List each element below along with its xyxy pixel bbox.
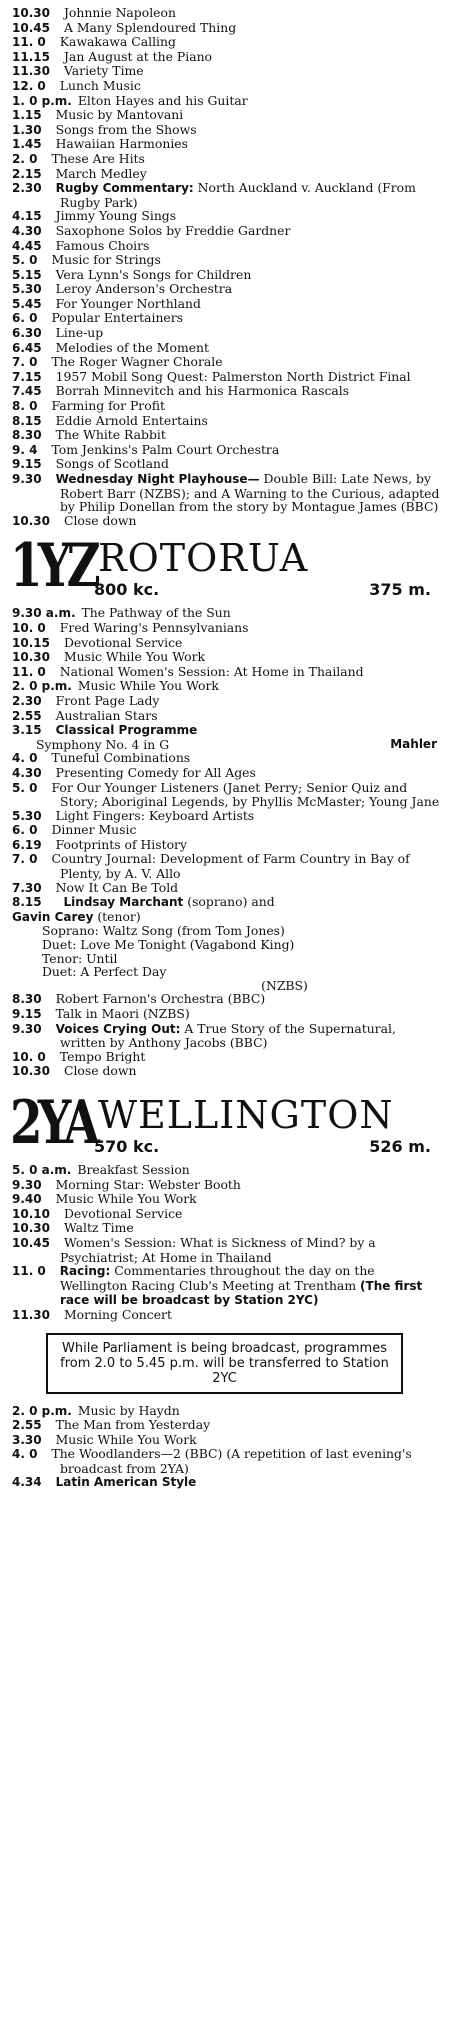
listing-entry: [6, 6, 443, 21]
entry-time: 5.45: [12, 296, 42, 311]
entry-title: Devotional Service: [63, 1205, 183, 1221]
listing-entry: [6, 823, 443, 838]
entry-title: Music for Strings: [51, 252, 161, 268]
listing-entry: [6, 679, 443, 694]
performer-role: (tenor): [97, 908, 141, 924]
listing-entry: [6, 1447, 443, 1475]
recital-item: Soprano: Waltz Song (from Tom Jones): [42, 923, 285, 939]
entry-title: The White Rabbit: [55, 427, 166, 443]
entry-title: Johnnie Napoleon: [63, 5, 176, 20]
entry-time: 7.30: [12, 880, 42, 895]
wellington-listing-part1: [6, 1163, 443, 1323]
section-continued-listing: [6, 6, 443, 528]
entry-heading: Wednesday Night Playhouse—: [55, 472, 260, 486]
entry-title: Morning Star: Webster Booth: [55, 1176, 241, 1192]
entry-heading: Voices Crying Out:: [55, 1021, 181, 1036]
entry-time: 11. 0: [12, 1264, 46, 1279]
entry-time: 8. 0: [12, 399, 38, 414]
listing-entry: [6, 50, 443, 65]
entry-title: Jan August at the Piano: [63, 48, 213, 64]
entry-title: Close down: [63, 1063, 137, 1079]
listing-entry: [6, 1022, 443, 1050]
listing-entry: [6, 514, 443, 529]
entry-time: 4. 0: [12, 751, 38, 766]
entry-time: 9.15: [12, 1007, 42, 1021]
entry-heading: Rugby Commentary:: [55, 181, 194, 196]
entry-time: 2.55: [12, 1418, 42, 1433]
listing-entry: [6, 79, 443, 94]
listing-entry: [6, 694, 443, 709]
entry-time: 6. 0: [12, 823, 38, 838]
listing-entry: [6, 297, 443, 312]
entry-time: 10.30: [12, 1221, 50, 1236]
entry-title: Music by Mantovani: [55, 107, 184, 123]
listing-entry: [6, 1221, 443, 1236]
entry-time: 5. 0: [12, 780, 38, 795]
entry-time: 8.15: [12, 413, 42, 428]
rotorua-listing-part1: [6, 606, 443, 737]
station-wavelength: 375 m.: [369, 580, 431, 600]
entry-title: Saxophone Solos by Freddie Gardner: [55, 222, 291, 238]
listing-entry: [6, 606, 443, 621]
listing-entry: [6, 621, 443, 636]
listing-entry: [6, 399, 443, 414]
entry-title: Melodies of the Moment: [55, 339, 209, 355]
entry-title: Presenting Comedy for All Ages: [55, 764, 256, 780]
station-call-sign: 2YA: [10, 1087, 96, 1158]
entry-title: Borrah Minnevitch and his Harmonica Rascals: [55, 383, 350, 399]
entry-title: The Man from Yesterday: [55, 1417, 211, 1433]
performer-name: Gavin Carey: [12, 909, 94, 924]
entry-time: 8.15: [12, 895, 42, 910]
listing-entry: [6, 809, 443, 824]
listing-entry: [6, 838, 443, 853]
entry-title: Breakfast Session: [77, 1161, 190, 1177]
listing-entry: [6, 268, 443, 283]
entry-time: 9.30: [12, 472, 42, 486]
listing-entry: [6, 852, 443, 880]
entry-title: Kawakawa Calling: [59, 34, 176, 50]
listing-entry: [6, 1475, 443, 1490]
entry-title: Country Journal: Development of Farm Country in Bay of Plenty, by A. V. Allo: [51, 851, 410, 882]
entry-time: 9.40: [12, 1192, 42, 1207]
entry-time: 11. 0: [12, 35, 46, 50]
station-frequency: 570 kc.: [94, 1136, 160, 1156]
entry-title: Front Page Lady: [55, 692, 160, 708]
entry-title: Music While You Work: [63, 649, 206, 665]
entry-title: Variety Time: [63, 63, 144, 79]
entry-time: 6. 0: [12, 311, 38, 326]
entry-title: Music While You Work: [55, 1191, 197, 1207]
listing-entry: [6, 1192, 443, 1207]
listing-entry: [6, 1264, 443, 1308]
entry-time: 10.15: [12, 635, 50, 650]
entry-title: Now It Can Be Told: [55, 879, 179, 895]
entry-title: Music While You Work: [77, 678, 219, 694]
entry-time: 11.15: [12, 49, 50, 64]
performer-name: Lindsay Marchant: [63, 895, 184, 910]
entry-title: Tom Jenkins's Palm Court Orchestra: [51, 441, 280, 457]
entry-time: 10. 0: [12, 620, 46, 635]
listing-entry-continued: [6, 910, 443, 925]
entry-title: Light Fingers: Keyboard Artists: [55, 807, 255, 823]
entry-time: 4. 0: [12, 1447, 38, 1462]
listing-entry: [6, 1404, 443, 1419]
entry-title: Music While You Work: [55, 1431, 197, 1447]
entry-heading: Latin American Style: [55, 1475, 197, 1490]
listing-entry: [6, 1163, 443, 1178]
listing-entry: [6, 311, 443, 326]
listing-entry: [6, 457, 443, 472]
listing-entry: [6, 137, 443, 152]
listing-entry: [6, 35, 443, 50]
entry-time: 1. 0 p.m.: [12, 93, 72, 108]
entry-time: 2. 0 p.m.: [12, 679, 72, 694]
entry-title: A True Story of the Supernatural, written by Anthony Jacobs (BBC): [60, 1020, 396, 1051]
entry-title: Eddie Arnold Entertains: [55, 412, 208, 428]
entry-time: 9.30: [12, 1021, 42, 1036]
entry-time: 10.30: [12, 650, 50, 665]
listing-entry: [6, 282, 443, 297]
entry-time: 8.30: [12, 992, 42, 1007]
recital-credit: (NZBS): [261, 977, 308, 993]
entry-title: A Many Splendoured Thing: [63, 19, 237, 35]
entry-time: 2. 0 p.m.: [12, 1403, 72, 1418]
entry-time: 11.30: [12, 64, 50, 79]
entry-time: 6.30: [12, 326, 42, 341]
station-header-wellington: [6, 1087, 443, 1159]
entry-title: Devotional Service: [63, 634, 183, 650]
entry-title: Double Bill: Late News, by Robert Barr (NZBS); and A Warning to the Curious, adapted by Philip Donellan from the story by Montague James (BBC): [60, 471, 440, 515]
classical-composer: Mahler: [390, 736, 437, 751]
entry-title: Famous Choirs: [55, 237, 150, 253]
entry-title: Morning Concert: [63, 1306, 172, 1322]
entry-title: Popular Entertainers: [51, 310, 184, 326]
entry-time: 5.15: [12, 267, 42, 282]
entry-time: 4.30: [12, 223, 42, 238]
entry-title: The Roger Wagner Chorale: [51, 354, 223, 370]
entry-title: Elton Hayes and his Guitar: [77, 92, 248, 108]
classical-work: Symphony No. 4 in G: [36, 736, 170, 752]
entry-time: 2.30: [12, 181, 42, 196]
entry-time: 7.15: [12, 369, 42, 384]
entry-time: 10.30: [12, 6, 50, 20]
listing-entry: [6, 472, 443, 514]
entry-time: 5.30: [12, 282, 42, 297]
entry-time: 8.30: [12, 428, 42, 443]
performer-role: (soprano) and: [187, 894, 275, 910]
entry-title: The Pathway of the Sun: [81, 605, 231, 621]
listing-entry: [6, 1007, 443, 1022]
listing-entry: [6, 181, 443, 209]
station-city: ROTORUA: [98, 536, 309, 581]
listing-entry: [6, 123, 443, 138]
listing-entry: [6, 341, 443, 356]
entry-time: 9.30: [12, 1177, 42, 1192]
listing-entry: [6, 108, 443, 123]
entry-title: Farming for Profit: [51, 398, 165, 414]
station-wavelength: 526 m.: [369, 1136, 431, 1156]
entry-title: Vera Lynn's Songs for Children: [55, 266, 252, 282]
entry-title: Tempo Bright: [59, 1048, 146, 1064]
entry-time: 6.19: [12, 837, 42, 852]
entry-title: Lunch Music: [59, 77, 141, 93]
recital-items: [6, 924, 443, 978]
entry-time: 3.30: [12, 1432, 42, 1447]
listing-entry: [6, 224, 443, 239]
entry-title: For Younger Northland: [55, 295, 201, 311]
entry-title: For Our Younger Listeners (Janet Perry; Senior Quiz and Story; Aboriginal Legends, by Phyllis McMaster; Young Jane: [51, 779, 440, 810]
entry-title: Hawaiian Harmonies: [55, 136, 188, 152]
listing-entry: [6, 370, 443, 385]
entry-title: Line-up: [55, 325, 104, 341]
entry-title: Fred Waring's Pennsylvanians: [59, 619, 249, 635]
rotorua-listing-part3: [6, 992, 443, 1079]
listing-entry: [6, 650, 443, 665]
entry-title: Leroy Anderson's Orchestra: [55, 281, 233, 297]
listing-entry: [6, 709, 443, 724]
station-header-rotorua: [6, 531, 443, 602]
listing-entry: [6, 723, 443, 738]
listing-entry: [6, 239, 443, 254]
listing-entry: [6, 209, 443, 224]
entry-time: 3.15: [12, 723, 42, 738]
entry-note: (The first race will be broadcast by Station 2YC): [60, 1278, 423, 1308]
entry-title: North Auckland v. Auckland (From Rugby Park): [60, 180, 416, 210]
parliament-notice-box: While Parliament is being broadcast, programmes from 2.0 to 5.45 p.m. will be transferred to Station 2YC: [46, 1333, 403, 1394]
entry-title: Jimmy Young Sings: [55, 208, 177, 224]
listing-entry: [6, 1064, 443, 1079]
entry-time: 12. 0: [12, 78, 46, 93]
classical-programme-detail: [6, 738, 443, 752]
entry-title: The Woodlanders—2 (BBC) (A repetition of last evening's broadcast from 2YA): [51, 1446, 412, 1476]
entry-heading: Classical Programme: [55, 723, 198, 738]
entry-time: 5. 0: [12, 253, 38, 268]
listing-entry: [6, 1418, 443, 1433]
entry-time: 11.30: [12, 1307, 50, 1322]
entry-time: 10.30: [12, 513, 50, 528]
listing-entry: [6, 167, 443, 182]
entry-time: 2.15: [12, 166, 42, 181]
listing-entry: [6, 414, 443, 429]
entry-title: Commentaries throughout the day on the Wellington Racing Club's Meeting at Trentham: [60, 1263, 375, 1293]
entry-time: 5.30: [12, 808, 42, 823]
listing-entry: [6, 1050, 443, 1065]
entry-time: 10.45: [12, 1235, 50, 1250]
entry-title: Australian Stars: [55, 707, 158, 723]
listing-entry: [6, 21, 443, 36]
entry-time: 9. 4: [12, 442, 38, 457]
entry-time: 9.30 a.m.: [12, 606, 76, 621]
entry-time: 2. 0: [12, 151, 38, 166]
listing-entry: [6, 1308, 443, 1323]
entry-time: 5. 0 a.m.: [12, 1162, 72, 1177]
listing-entry: [6, 881, 443, 896]
listing-entry: [6, 665, 443, 680]
listing-entry: [6, 94, 443, 109]
listing-entry: [6, 751, 443, 766]
listing-entry: [6, 253, 443, 268]
station-frequency: 800 kc.: [94, 580, 160, 600]
listing-entry: [6, 766, 443, 781]
listing-entry: [6, 781, 443, 809]
entry-title: 1957 Mobil Song Quest: Palmerston North District Final: [55, 368, 411, 384]
listing-entry: [6, 1236, 443, 1264]
listing-entry: [6, 326, 443, 341]
entry-time: 4.34: [12, 1475, 42, 1490]
entry-time: 9.15: [12, 457, 42, 472]
entry-time: 6.45: [12, 340, 42, 355]
entry-time: 1.30: [12, 122, 42, 137]
listing-entry: [6, 636, 443, 651]
listing-entry: [6, 428, 443, 443]
entry-title: Dinner Music: [51, 822, 137, 838]
entry-title: Songs from the Shows: [55, 121, 197, 137]
entry-time: 1.15: [12, 108, 42, 123]
listing-entry: [6, 992, 443, 1007]
entry-time: 4.45: [12, 238, 42, 253]
entry-time: 4.30: [12, 765, 42, 780]
entry-time: 7. 0: [12, 355, 38, 370]
listing-entry: [6, 64, 443, 79]
entry-title: Tuneful Combinations: [51, 750, 191, 766]
entry-title: Songs of Scotland: [55, 456, 169, 472]
recital-item: Duet: Love Me Tonight (Vagabond King): [42, 937, 295, 953]
marchant-recital: [6, 895, 443, 992]
listing-entry: [6, 1433, 443, 1448]
rotorua-listing-part2: [6, 751, 443, 895]
entry-title: Talk in Maori (NZBS): [55, 1006, 190, 1021]
entry-title: March Medley: [55, 165, 147, 181]
entry-time: 10.10: [12, 1206, 50, 1221]
listing-entry: [6, 355, 443, 370]
entry-time: 10.30: [12, 1064, 50, 1079]
entry-time: 7. 0: [12, 852, 38, 867]
listing-entry: [6, 895, 443, 910]
station-call-sign: 1YZ: [10, 531, 97, 602]
entry-time: 2.55: [12, 708, 42, 723]
entry-time: 10. 0: [12, 1049, 46, 1064]
listing-entry: [6, 1178, 443, 1193]
recital-item: Tenor: Until: [42, 950, 118, 966]
entry-title: Footprints of History: [55, 836, 187, 852]
entry-title: Waltz Time: [63, 1220, 134, 1236]
entry-time: 11. 0: [12, 664, 46, 679]
entry-time: 10.45: [12, 20, 50, 35]
entry-title: Music by Haydn: [77, 1402, 180, 1418]
entry-time: 7.45: [12, 384, 42, 399]
listing-entry: [6, 384, 443, 399]
listing-entry: [6, 443, 443, 458]
entry-time: 4.15: [12, 209, 42, 224]
station-city: WELLINGTON: [98, 1092, 394, 1137]
entry-title: Robert Farnon's Orchestra (BBC): [55, 991, 266, 1007]
listing-entry: [6, 1207, 443, 1222]
listing-entry: [6, 152, 443, 167]
entry-time: 1.45: [12, 137, 42, 152]
recital-item: Duet: A Perfect Day: [42, 964, 167, 980]
entry-time: 2.30: [12, 693, 42, 708]
entry-heading: Racing:: [59, 1264, 111, 1279]
entry-title: Close down: [63, 512, 137, 528]
wellington-listing-part2: [6, 1404, 443, 1491]
entry-title: Women's Session: What is Sickness of Mind? by a Psychiatrist; At Home in Thailand: [60, 1234, 376, 1265]
entry-title: These Are Hits: [51, 150, 145, 166]
entry-title: National Women's Session: At Home in Thailand: [59, 663, 364, 679]
